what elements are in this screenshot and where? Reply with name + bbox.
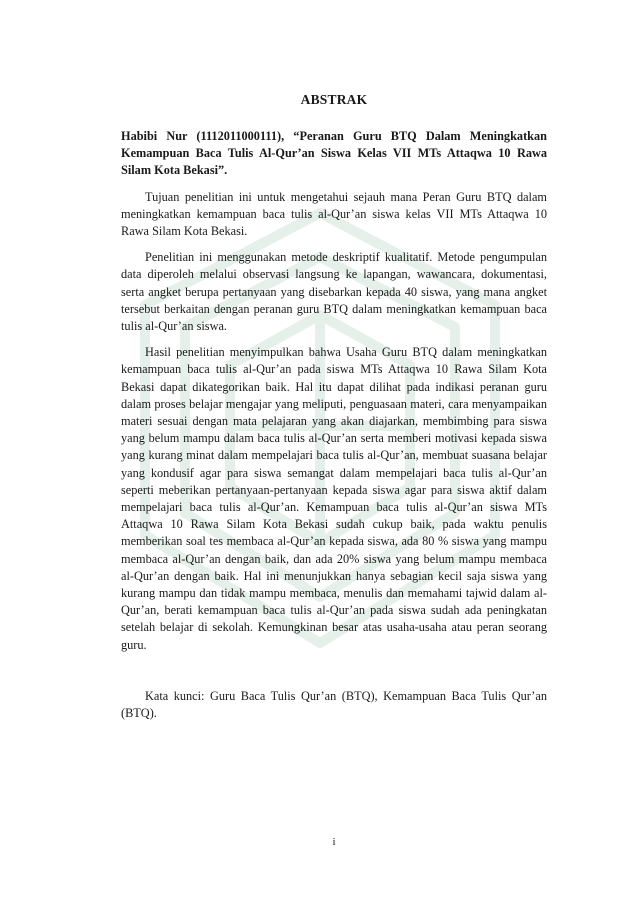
abstract-paragraph-1: Tujuan penelitian ini untuk mengetahui sejauh mana Peran Guru BTQ dalam meningkatkan kemampuan baca tulis al-Qur’an siswa kelas VII MTs Attaqwa 10 Rawa Silam Kota Bekasi. <box>121 189 547 239</box>
page-number: i <box>332 836 336 848</box>
abstract-paragraph-3: Hasil penelitian menyimpulkan bahwa Usaha Guru BTQ dalam meningkatkan kemampuan baca tulis al-Qur’an pada siswa MTs Attaqwa 10 Rawa Silam Kota Bekasi dapat dikategorikan baik. Hal itu dapat dilihat pada indikasi peranan guru dalam proses belajar mengajar yang meliputi, penguasaan materi, cara menyampaikan materi sesuai dengan mata pelajaran yang akan diajarkan, membimbing para siswa yang belum mampu dalam baca tulis al-Qur’an serta memberi motivasi kepada siswa yang kurang minat dalam mempelajari baca tulis al-Qur’an, membuat suasana belajar yang kondusif agar para siswa semangat dalam mempelajari baca tulis al-Qur’an seperti meberikan pertanyaan-pertanyaan kepada siswa agar para siswa aktif dalam mempelajari baca tulis al-Qur’an. Kemampuan baca tulis al-Qur’an siswa MTs Attaqwa 10 Rawa Silam Kota Bekasi sudah cukup baik, pada waktu penulis memberikan soal tes membaca al-Qur’an kepada siswa, ada 80 % siswa yang mampu membaca al-Qur’an dengan baik, dan ada 20% siswa yang belum mampu membaca al-Qur’an dengan baik. Hal ini menunjukkan hanya sebagian kecil saja siswa yang kurang mampu dan tidak mampu membaca, menulis dan memahami tajwid dalam al-Qur’an, berati kemampuan baca tulis al-Qur’an pada siswa sudah ada peningkatan setelah belajar di sekolah. Kemungkinan besar atas usaha-usaha atau peran seorang guru. <box>121 345 547 652</box>
abstract-paragraph-2: Penelitian ini menggunakan metode deskriptif kualitatif. Metode pengumpulan data diperoleh melalui observasi langsung ke lapangan, wawancara, dokumentasi, serta angket berupa pertanyaan yang disebarkan kepada 40 siswa, yang mana angket tersebut berkaitan dengan peranan guru BTQ dalam meningkatkan kemampuan baca tulis al-Qur’an siswa. <box>121 250 547 334</box>
abstract-content <box>121 128 547 722</box>
abstract-heading: Habibi Nur (1112011000111), “Peranan Guru BTQ Dalam Meningkatkan Kemampuan Baca Tulis Al-Qur’an Siswa Kelas VII MTs Attaqwa 10 Rawa Silam Kota Bekasi”. <box>121 129 547 178</box>
keywords-text: Kata kunci: Guru Baca Tulis Qur’an (BTQ), Kemampuan Baca Tulis Qur’an (BTQ). <box>121 688 547 721</box>
page-title: ABSTRAK <box>300 92 368 107</box>
